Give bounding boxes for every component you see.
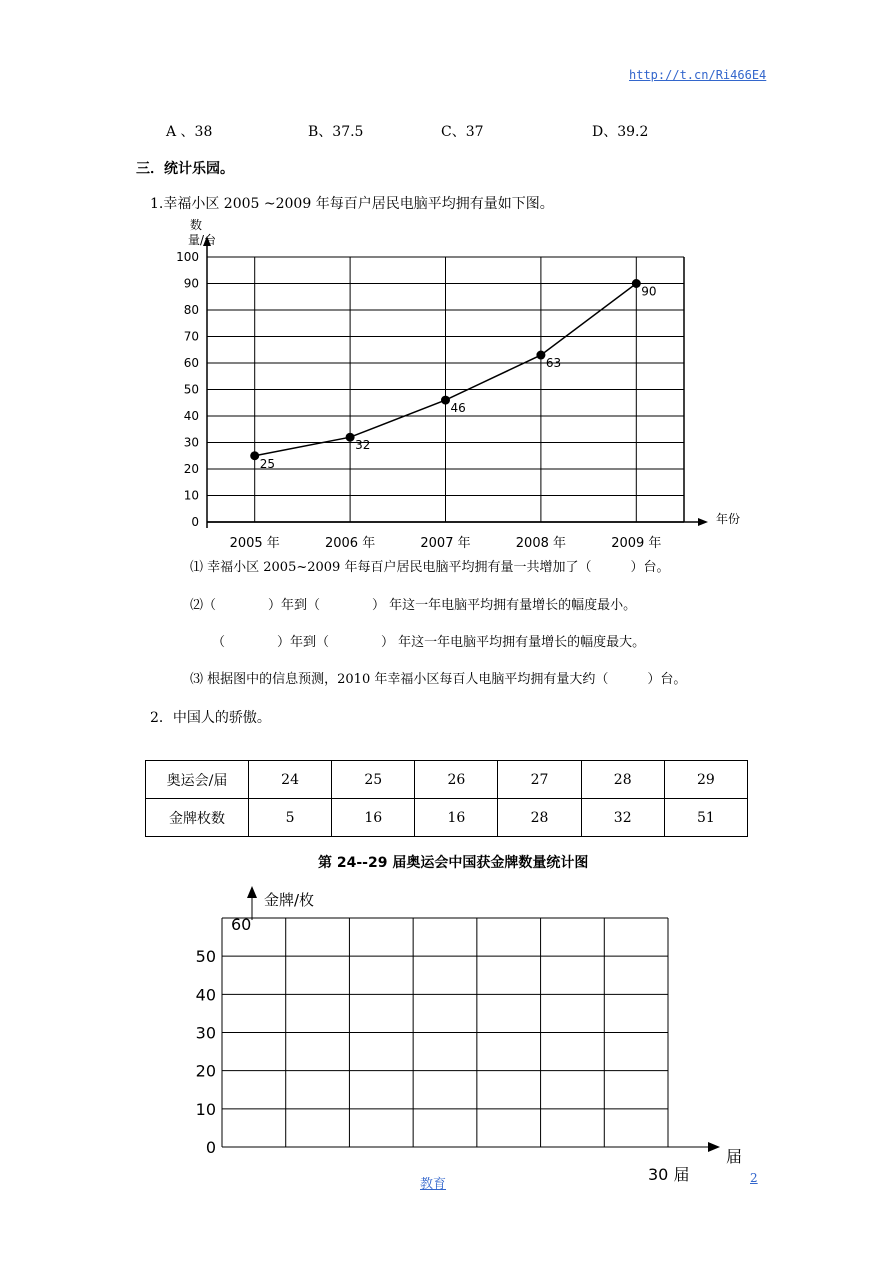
question-2-intro: 2．中国人的骄傲。: [150, 710, 271, 726]
table-cell: 25: [332, 761, 415, 799]
data-label: 90: [641, 284, 657, 299]
y-tick-label: 50: [183, 382, 199, 397]
y-tick-label: 30: [183, 435, 199, 450]
line-chart-x-ticks: [230, 535, 662, 551]
table-row: [146, 799, 748, 837]
table-header-cell: 奥运会/届: [146, 761, 249, 799]
question-1-intro: 1.幸福小区 2005 ~2009 年每百户居民电脑平均拥有量如下图。: [150, 196, 554, 212]
table-cell: 5: [249, 799, 332, 837]
line-chart-ylabel-2: 量/台: [188, 233, 217, 247]
question-1-sub1: ⑴ 幸福小区 2005~2009 年每百户居民电脑平均拥有量一共增加了（ ）台。: [190, 560, 670, 575]
table-header-cell: 金牌枚数: [146, 799, 249, 837]
y-tick-label: 60: [231, 915, 252, 934]
x-axis-arrow: [698, 518, 708, 526]
x-tick-label: 2008 年: [515, 536, 567, 551]
x-tick-label: 2009 年: [611, 536, 662, 551]
table-cell: 24: [249, 761, 332, 799]
blank-grid-chart-ylabel: 金牌/枚: [264, 891, 315, 909]
line-chart-points: [250, 279, 656, 471]
table-row: [146, 761, 748, 799]
table-cell: 26: [415, 761, 498, 799]
table-cell: 27: [498, 761, 581, 799]
table-cell: 16: [332, 799, 415, 837]
y-tick-label: 40: [195, 985, 216, 1005]
data-point: [632, 279, 641, 288]
line-chart-ylabel-1: 数: [190, 218, 203, 232]
blank-grid-chart-grid: [222, 918, 668, 1147]
y-tick-label: 20: [183, 462, 199, 476]
y-tick-label: 40: [183, 409, 199, 423]
line-chart-y-ticks: [176, 250, 199, 529]
y-tick-label: 50: [195, 947, 216, 967]
data-point: [250, 451, 259, 460]
footer-link[interactable]: 教育: [420, 1177, 447, 1192]
table-cell: 51: [664, 799, 747, 837]
question-1-sub2a: ⑵（ ）年到（ ） 年这一年电脑平均拥有量增长的幅度最小。: [190, 598, 637, 613]
y-tick-label: 20: [195, 1061, 216, 1081]
table-cell: 16: [415, 799, 498, 837]
grid-chart-title: 第 24--29 届奥运会中国获金牌数量统计图: [318, 855, 589, 871]
question-1-sub3: ⑶ 根据图中的信息预测，2010 年幸福小区每百人电脑平均拥有量大约（ ）台。: [190, 672, 687, 687]
choice-a: A 、38: [166, 124, 213, 140]
data-label: 32: [355, 438, 371, 453]
blank-grid-chart: [190, 880, 750, 1198]
data-point: [346, 433, 355, 442]
header-link[interactable]: http://t.cn/Ri466E4: [629, 68, 767, 82]
line-chart-xlabel: 年份: [716, 512, 741, 526]
y-tick-label: 10: [183, 488, 199, 503]
line-chart-grid: [203, 236, 708, 528]
line-chart: [170, 212, 780, 560]
x-tick-label: 2005 年: [229, 536, 280, 551]
y-tick-label: 0: [205, 1138, 216, 1157]
question-1-sub2b: （ ）年到（ ） 年这一年电脑平均拥有量增长的幅度最大。: [212, 635, 646, 650]
y-tick-label: 0: [191, 515, 199, 529]
x-tick-label: 2007 年: [420, 536, 471, 551]
table-cell: 32: [581, 799, 664, 837]
blank-grid-chart-xlabel: 届: [726, 1147, 743, 1166]
y-tick-label: 60: [183, 356, 199, 370]
table-cell: 29: [664, 761, 747, 799]
data-label: 25: [259, 456, 275, 471]
y-tick-label: 80: [183, 303, 199, 317]
medal-table: [145, 760, 748, 837]
y-tick-label: 70: [183, 329, 199, 344]
blank-grid-chart-y-ticks: [196, 915, 252, 1157]
choice-b: B、37.5: [308, 124, 364, 140]
y-tick-label: 90: [183, 276, 199, 291]
y-tick-label: 10: [195, 1099, 216, 1119]
data-point: [536, 351, 545, 360]
choice-d: D、39.2: [592, 124, 649, 140]
section-title: 三．统计乐园。: [136, 161, 234, 177]
data-label: 63: [545, 356, 562, 371]
x-tick-label: 2006 年: [324, 536, 376, 551]
table-cell: 28: [581, 761, 664, 799]
page-number[interactable]: 2: [750, 1171, 758, 1185]
choice-c: C、37: [441, 124, 484, 140]
data-label: 46: [450, 401, 466, 416]
blank-grid-chart-extra-label: 30 届: [648, 1165, 690, 1184]
table-cell: 28: [498, 799, 581, 837]
y-tick-label: 100: [176, 250, 199, 264]
data-point: [441, 396, 450, 405]
y-tick-label: 30: [195, 1023, 216, 1043]
